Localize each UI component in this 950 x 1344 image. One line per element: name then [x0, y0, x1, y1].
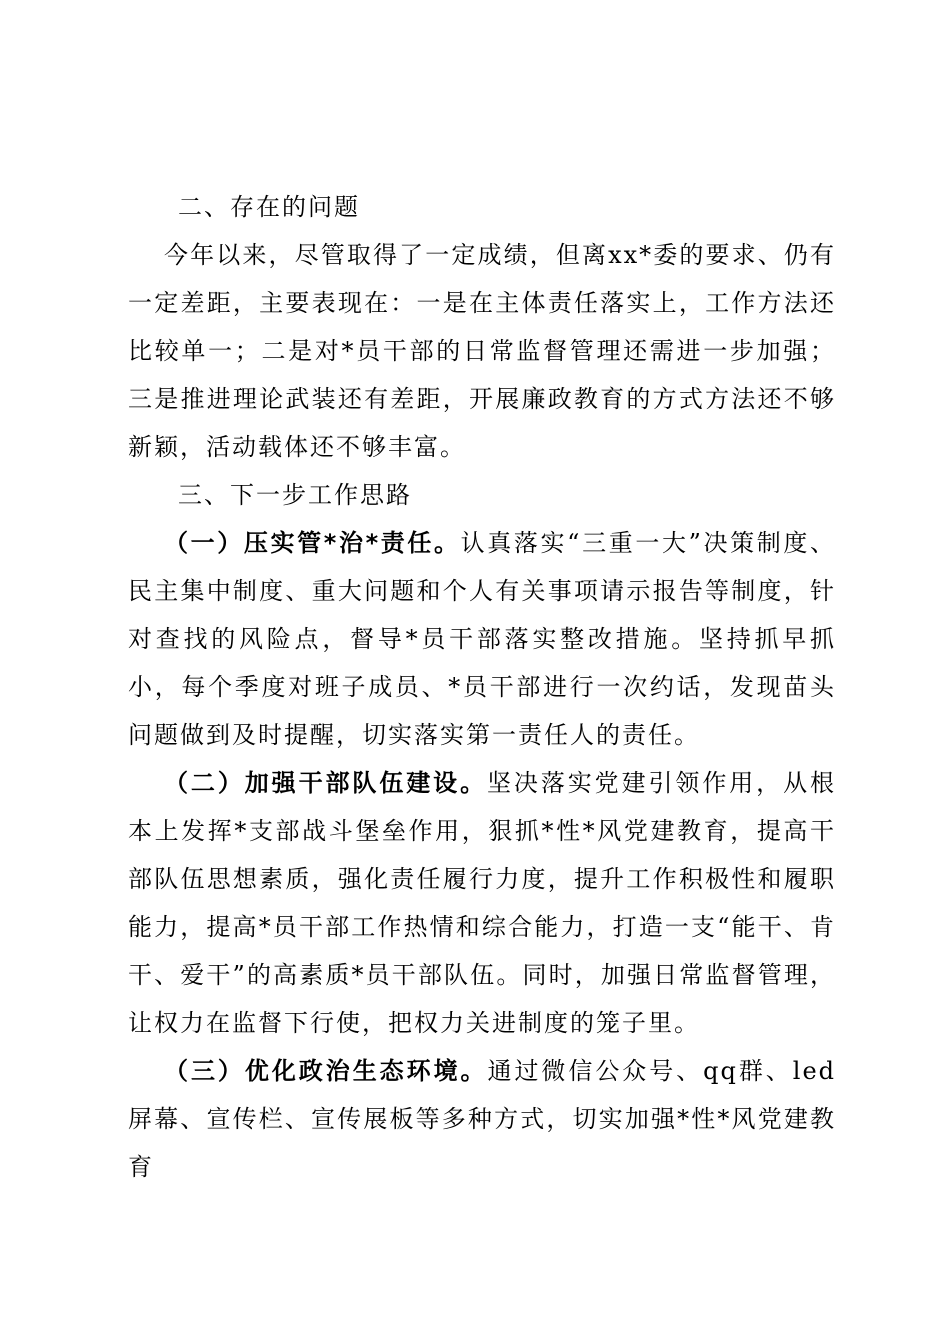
item-1-lead: （一）压实管*治*责任。: [164, 529, 461, 557]
section-heading-next-steps: 三、下一步工作思路: [178, 481, 412, 509]
item-1-body: 认真落实“三重一大”决策制度、民主集中制度、重大问题和个人有关事项请示报告等制度，针对查找的风险点，督导*员干部落实整改措施。坚持抓早抓小，每个季度对班子成员、*员干部进行一次约话，发现苗头问题做到及时提醒，切实落实第一责任人的责任。: [128, 529, 836, 749]
problems-paragraph: 今年以来，尽管取得了一定成绩，但离xx*委的要求、仍有一定差距，主要表现在：一是在主体责任落实上，工作方法还比较单一；二是对*员干部的日常监督管理还需进一步加强；三是推进理论武装还有差距，开展廉政教育的方式方法还不够新颖，活动载体还不够丰富。: [128, 241, 836, 461]
document-body: [128, 183, 836, 1191]
item-2-body: 坚决落实党建引领作用，从根本上发挥*支部战斗堡垒作用，狠抓*性*风党建教育，提高干部队伍思想素质，强化责任履行力度，提升工作积极性和履职能力，提高*员干部工作热情和综合能力，打造一支“能干、肯干、爱干”的高素质*员干部队伍。同时，加强日常监督管理，让权力在监督下行使，把权力关进制度的笼子里。: [128, 769, 836, 1037]
next-step-item-1: [128, 519, 836, 759]
item-3-body: 通过微信公众号、qq群、led屏幕、宣传栏、宣传展板等多种方式，切实加强*性*风党建教育: [128, 1057, 837, 1181]
item-3-lead: （三）优化政治生态环境。: [164, 1057, 488, 1085]
item-2-lead: （二）加强干部队伍建设。: [164, 769, 487, 797]
next-step-item-3: [128, 1047, 836, 1191]
section-heading-problems: 二、存在的问题: [178, 193, 360, 221]
next-step-item-2: [128, 759, 836, 1047]
